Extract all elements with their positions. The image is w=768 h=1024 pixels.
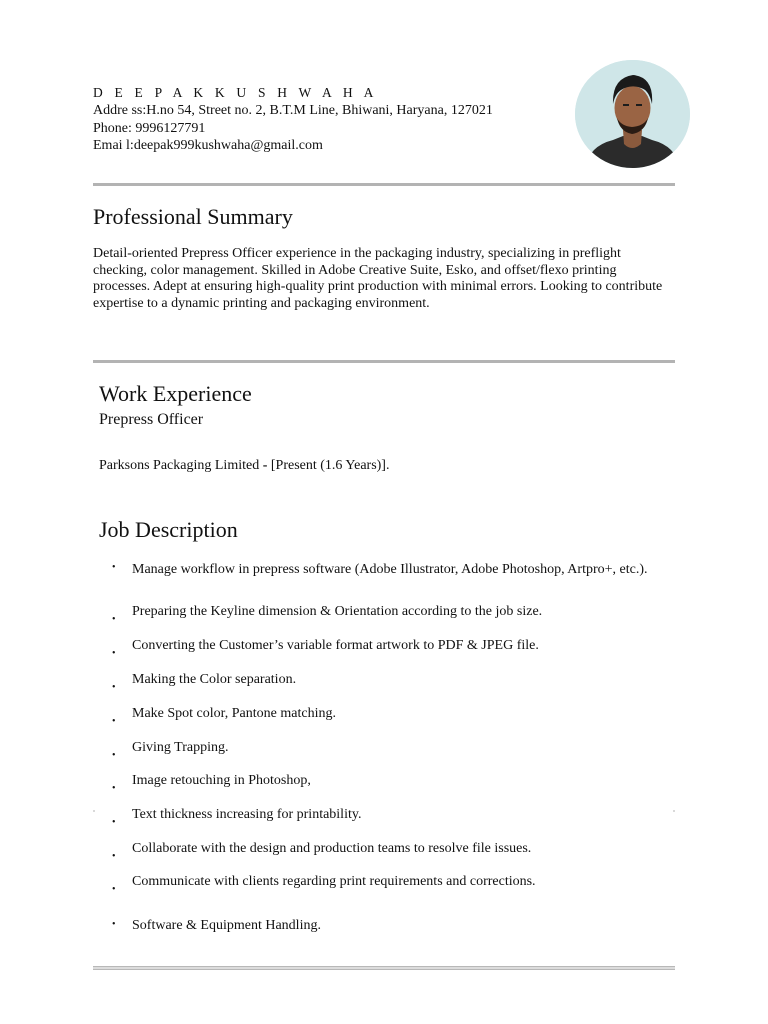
section-title-summary: Professional Summary — [93, 204, 293, 229]
list-item: Collaborate with the design and production teams to resolve file issues. — [132, 841, 532, 856]
list-item: Giving Trapping. — [132, 740, 229, 755]
candidate-name: D E E P A K K U S H W A H A — [93, 85, 378, 100]
section-title-job-description: Job Description — [99, 517, 238, 542]
summary-text: Detail-oriented Prepress Officer experience in the packaging industry, specializing in preflight checking, color management. Skilled in Adobe Creative Suite, Esko, and offset/flexo printing processes. Adept at ensuring high-quality print production with minimal errors. Looking to contribute expertise to a dynamic printing and packaging environment. — [93, 246, 663, 311]
list-bullet: • — [112, 919, 116, 930]
list-item: Make Spot color, Pantone matching. — [132, 706, 336, 721]
list-item: Preparing the Keyline dimension & Orientation according to the job size. — [132, 604, 543, 619]
job-role: Prepress Officer — [99, 411, 204, 428]
list-bullet: • — [112, 648, 116, 659]
divider — [93, 966, 675, 970]
section-title-experience: Work Experience — [99, 381, 252, 406]
list-item: Converting the Customer’s variable format artwork to PDF & JPEG file. — [132, 638, 539, 653]
company-name: Parksons Packaging Limited — [99, 458, 260, 473]
list-bullet: • — [112, 783, 116, 794]
list-item: Manage workflow in prepress software (Adobe Illustrator, Adobe Photoshop, Artpro+, etc.). — [132, 562, 648, 577]
divider — [93, 360, 675, 363]
page-tick-mark — [673, 810, 675, 812]
list-bullet: • — [112, 817, 116, 828]
list-item: Image retouching in Photoshop, — [132, 773, 311, 788]
list-item: Making the Color separation. — [132, 672, 297, 687]
list-bullet: • — [112, 614, 116, 625]
list-item: Communicate with clients regarding print requirements and corrections. — [132, 874, 536, 889]
profile-photo-illustration — [575, 60, 690, 168]
employment-period: [Present (1.6 Years)]. — [270, 458, 390, 473]
divider — [93, 183, 675, 186]
list-bullet: • — [112, 851, 116, 862]
address-line: Addre ss:H.no 54, Street no. 2, B.T.M Line, Bhiwani, Haryana, 127021 — [93, 103, 493, 118]
phone-line: Phone: 9996127791 — [93, 121, 206, 136]
list-item: Text thickness increasing for printability. — [132, 807, 362, 822]
company-separator: - — [259, 458, 271, 473]
list-bullet: • — [112, 716, 116, 727]
list-item: Software & Equipment Handling. — [132, 918, 321, 933]
list-bullet: • — [112, 884, 116, 895]
profile-photo — [575, 60, 690, 168]
list-bullet: • — [112, 750, 116, 761]
email-line: Emai l:deepak999kushwaha@gmail.com — [93, 138, 323, 153]
page-tick-mark — [93, 810, 95, 812]
list-bullet: • — [112, 562, 116, 573]
employment-line — [99, 458, 389, 474]
list-bullet: • — [112, 682, 116, 693]
